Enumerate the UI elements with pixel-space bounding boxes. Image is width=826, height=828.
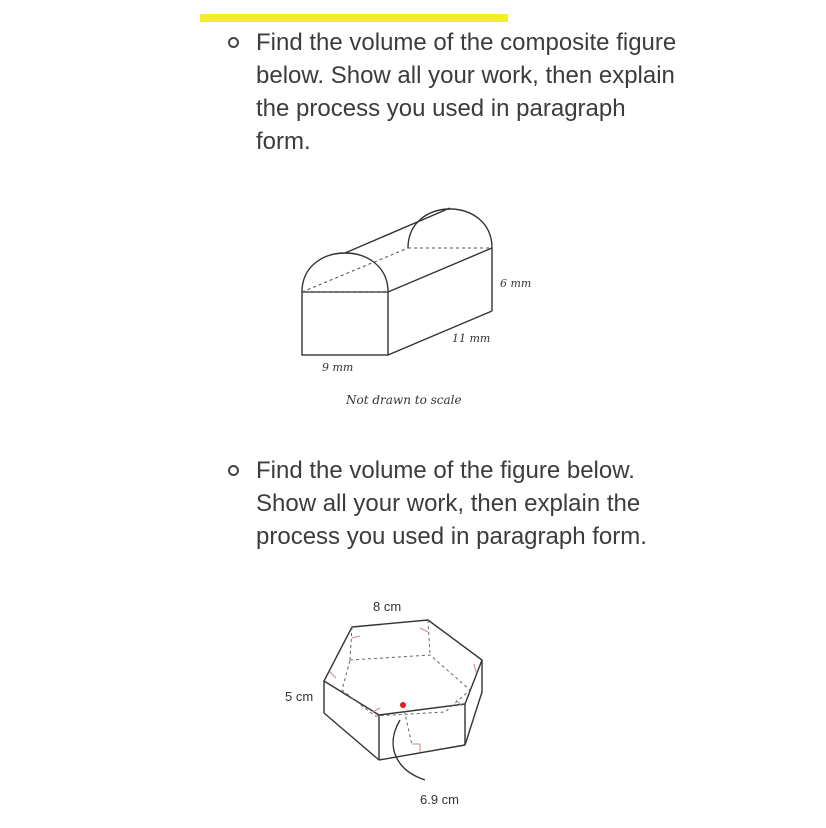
bullet-icon [228, 465, 239, 476]
label-8cm: 8 cm [373, 599, 402, 614]
center-dot [400, 702, 406, 708]
label-6-9cm: 6.9 cm [420, 792, 460, 807]
label-9mm: 9 mm [322, 361, 354, 374]
label-11mm: 11 mm [452, 332, 491, 345]
item2-text: Find the volume of the figure below. Show all your work, then explain the process you used in paragraph form. [256, 457, 647, 550]
item1-text: Find the volume of the composite figure below. Show all your work, then explain the process you used in paragraph form. [256, 29, 677, 155]
label-6mm: 6 mm [500, 277, 532, 290]
not-to-scale-note: Not drawn to scale [346, 393, 462, 407]
label-5cm: 5 cm [285, 689, 314, 704]
